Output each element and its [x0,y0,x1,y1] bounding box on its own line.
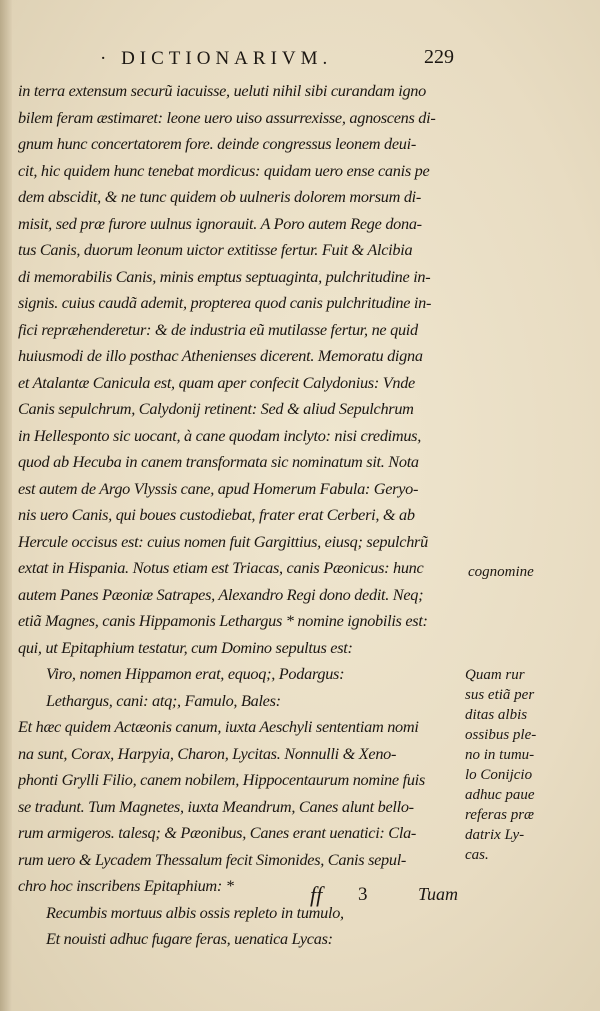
text-line: Canis sepulchrum, Calydonij retinent: Sed & aliud Sepulchrum [18,399,414,418]
text-line: bilem feram æstimaret: leone uero uiso assurrexisse, agnoscens di- [18,107,436,127]
text-line: Hercule occisus est: cuius nomen fuit Gargittius, eiusq; sepulchrũ [18,531,428,551]
text-line: di memorabilis Canis, minis emptus septuaginta, pulchritudine in- [18,266,431,286]
margin-note-line: no in tumu- [465,747,535,763]
text-line: signis. cuius caudã ademit, propterea quod canis pulchritudine in- [18,293,432,312]
text-line: chro hoc inscribens Epitaphium: * [18,876,234,895]
text-line: Et hæc quidem Actæonis canum, iuxta Aeschyli sententiam nomi [18,717,419,736]
text-line: in terra extensum securũ iacuisse, ueluti nihil sibi curandam igno [18,81,426,100]
text-line: in Hellesponto sic uocant, à cane quodam inclyto: nisi credimus, [18,425,421,445]
text-line: nis uero Canis, qui boues custodiebat, frater erat Cerberi, & ab [18,505,415,524]
text-line: na sunt, Corax, Harpyia, Charon, Lycitas. Nonnulli & Xeno- [18,743,397,763]
margin-note-line: sus etiã per [465,687,535,703]
margin-note-line: Quam rur [465,667,525,683]
signature-number: 3 [358,884,368,905]
running-header [0,48,600,72]
catchword: Tuam [418,884,459,904]
page-gutter-shadow [0,0,12,1011]
text-line: rum armigeros. talesq; & Pæonibus, Canes erant uenatici: Cla- [18,823,417,842]
margin-note-line: ditas albis [465,707,528,723]
verse-line: Recumbis mortuus albis ossis repleto in tumulo, [46,902,344,922]
page-footer [0,882,600,912]
running-title: · DICTIONARIVM. [100,48,333,69]
verse-line: Viro, nomen Hippamon erat, equoq;, Podargus: [46,664,345,683]
margin-note-cognomine: cognomine [468,564,534,580]
text-line: misit, sed præ furore uulnus ignorauit. A Poro autem Rege dona- [18,213,422,233]
text-line: quod ab Hecuba in canem transformata sic nominatum sit. Nota [18,452,419,471]
verse-line: Lethargus, cani: atq;, Famulo, Bales: [46,690,281,710]
text-line: cit, hic quidem hunc tenebat mordicus: quidam uero ense canis pe [18,160,430,180]
margin-note-line: datrix Ly- [465,827,525,843]
margin-note-line: lo Conijcio [465,767,533,783]
text-line: etiã Magnes, canis Hippamonis Lethargus * nomine ignobilis est: [18,611,428,630]
margin-note-line: ossibus ple- [465,727,537,743]
text-line: tus Canis, duorum leonum uictor extitisse fertur. Fuit & Alcibia [18,240,413,259]
text-line: gnum hunc concertatorem fore. deinde congressus leonem deui- [18,134,416,153]
text-line: se tradunt. Tum Magnetes, iuxta Meandrum, Canes alunt bello- [18,796,414,816]
text-line: est autem de Argo Vlyssis cane, apud Homerum Fabula: Geryo- [18,478,419,498]
margin-note-column [465,665,595,865]
text-line: fici repræhenderetur: & de industria eũ mutilasse fertur, ne quid [18,319,418,339]
margin-note-line: cas. [465,847,489,863]
signature-mark: ff [310,882,323,907]
text-line: autem Panes Pæoniæ Satrapes, Alexandro Regi dono dedit. Neq; [18,584,424,604]
text-line: phonti Grylli Filio, canem nobilem, Hippocentaurum nomine fuis [18,770,425,789]
text-line: extat in Hispania. Notus etiam est Triacas, canis Pæonicus: hunc [18,558,424,577]
text-line: dem abscidit, & ne tunc quidem ob uulneris dolorem morsum di- [18,187,422,206]
text-line: qui, ut Epitaphium testatur, cum Domino sepultus est: [18,637,353,657]
page-number: 229 [424,46,454,68]
text-line: rum uero & Lycadem Thessalum fecit Simonides, Canis sepul- [18,849,407,869]
main-text-column [18,78,464,953]
verse-line: Et nouisti adhuc fugare feras, uenatica Lycas: [46,929,333,948]
text-line: et Atalantæ Canicula est, quam aper confecit Calydonius: Vnde [18,372,415,392]
margin-note-line: adhuc paue [465,787,535,803]
margin-note-line: referas præ [465,807,535,823]
text-line: huiusmodi de illo posthac Athenienses dicerent. Memoratu digna [18,346,423,365]
